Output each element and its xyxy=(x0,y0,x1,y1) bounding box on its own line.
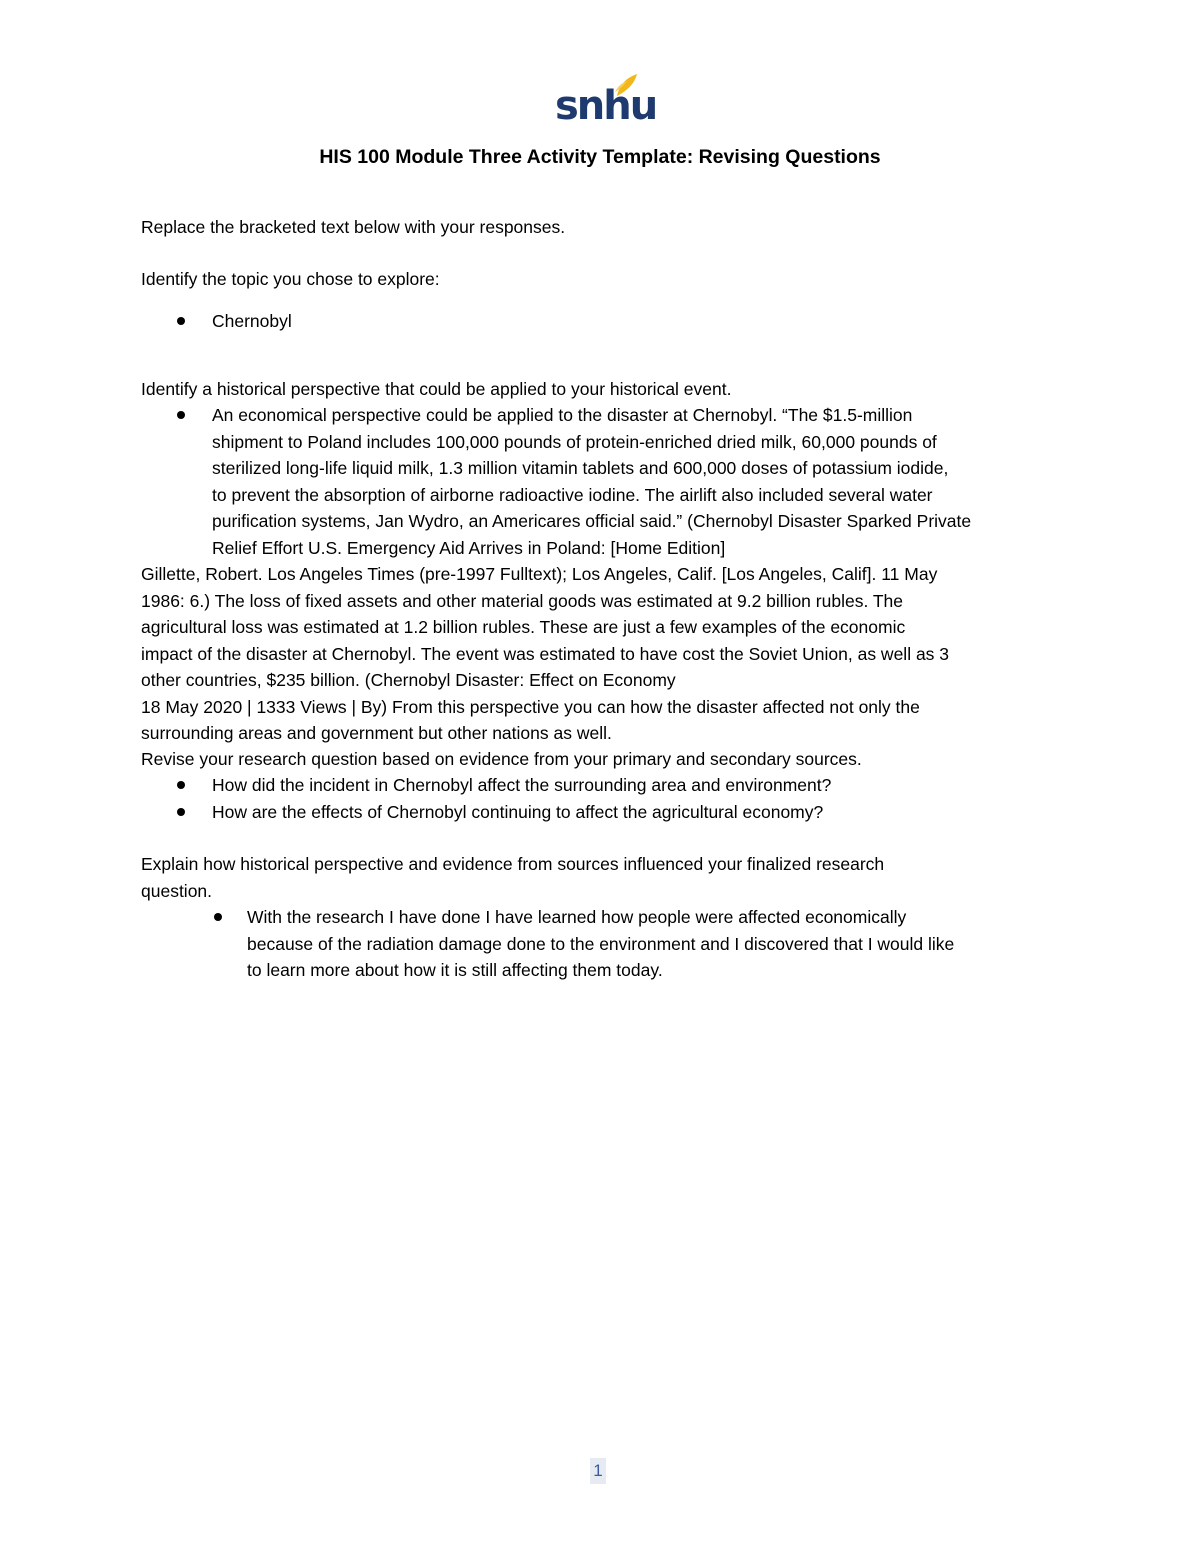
bullet-icon xyxy=(177,808,185,816)
continuation-line: 1986: 6.) The loss of fixed assets and other material goods was estimated at 9.2 billion rubles. The xyxy=(141,590,904,611)
perspective-line: Relief Effort U.S. Emergency Aid Arrives in Poland: [Home Edition] xyxy=(212,537,726,558)
instructions-text: Replace the bracketed text below with your responses. xyxy=(141,217,566,237)
research-question-2: How are the effects of Chernobyl continuing to affect the agricultural economy? xyxy=(212,802,824,822)
bullet-icon xyxy=(214,913,222,921)
topic-prompt: Identify the topic you chose to explore: xyxy=(141,269,440,289)
continuation-line: impact of the disaster at Chernobyl. The event was estimated to have cost the Soviet Union, as well as 3 xyxy=(141,643,950,664)
explain-answer-line: to learn more about how it is still affecting them today. xyxy=(247,960,663,980)
explain-answer-line: because of the radiation damage done to the environment and I discovered that I would like xyxy=(247,933,955,954)
perspective-line: An economical perspective could be applied to the disaster at Chernobyl. “The $1.5-million xyxy=(212,405,913,425)
document-title: HIS 100 Module Three Activity Template: Revising Questions xyxy=(319,146,881,168)
perspective-line: sterilized long-life liquid milk, 1.3 million vitamin tablets and 600,000 doses of potassium iodide, xyxy=(212,458,949,478)
bullet-icon xyxy=(177,411,185,419)
research-prompt: Revise your research question based on evidence from your primary and secondary sources. xyxy=(141,749,862,769)
page-number: 1 xyxy=(590,1458,606,1484)
perspective-continuation xyxy=(141,561,949,747)
explain-prompt xyxy=(141,851,884,904)
perspective-line: purification systems, Jan Wydro, an Americares official said.” (Chernobyl Disaster Sparked Private xyxy=(212,511,972,531)
logo-text: snhu xyxy=(555,83,657,129)
snhu-logo xyxy=(555,72,657,132)
topic-answer: Chernobyl xyxy=(212,311,292,331)
continuation-line: 18 May 2020 | 1333 Views | By) From this perspective you can how the disaster affected not only the xyxy=(141,696,920,717)
explain-prompt-line: question. xyxy=(141,880,213,901)
explain-prompt-line: Explain how historical perspective and evidence from sources influenced your finalized research xyxy=(141,854,885,874)
bullet-icon xyxy=(177,781,185,789)
explain-answer xyxy=(247,904,954,984)
perspective-line: shipment to Poland includes 100,000 pounds of protein-enriched dried milk, 60,000 pounds of xyxy=(212,431,937,452)
perspective-answer xyxy=(212,402,971,561)
continuation-line: agricultural loss was estimated at 1.2 billion rubles. These are just a few examples of the economic xyxy=(141,617,906,637)
perspective-line: to prevent the absorption of airborne radioactive iodine. The airlift also included several water xyxy=(212,484,933,505)
perspective-prompt: Identify a historical perspective that could be applied to your historical event. xyxy=(141,379,732,399)
explain-answer-line: With the research I have done I have learned how people were affected economically xyxy=(247,907,907,927)
continuation-line: Gillette, Robert. Los Angeles Times (pre-1997 Fulltext); Los Angeles, Calif. [Los Angeles, Calif]. 11 May xyxy=(141,564,938,584)
research-question-1: How did the incident in Chernobyl affect the surrounding area and environment? xyxy=(212,775,832,795)
bullet-icon xyxy=(177,317,185,325)
continuation-line: other countries, $235 billion. (Chernobyl Disaster: Effect on Economy xyxy=(141,670,676,690)
continuation-line: surrounding areas and government but other nations as well. xyxy=(141,723,612,743)
